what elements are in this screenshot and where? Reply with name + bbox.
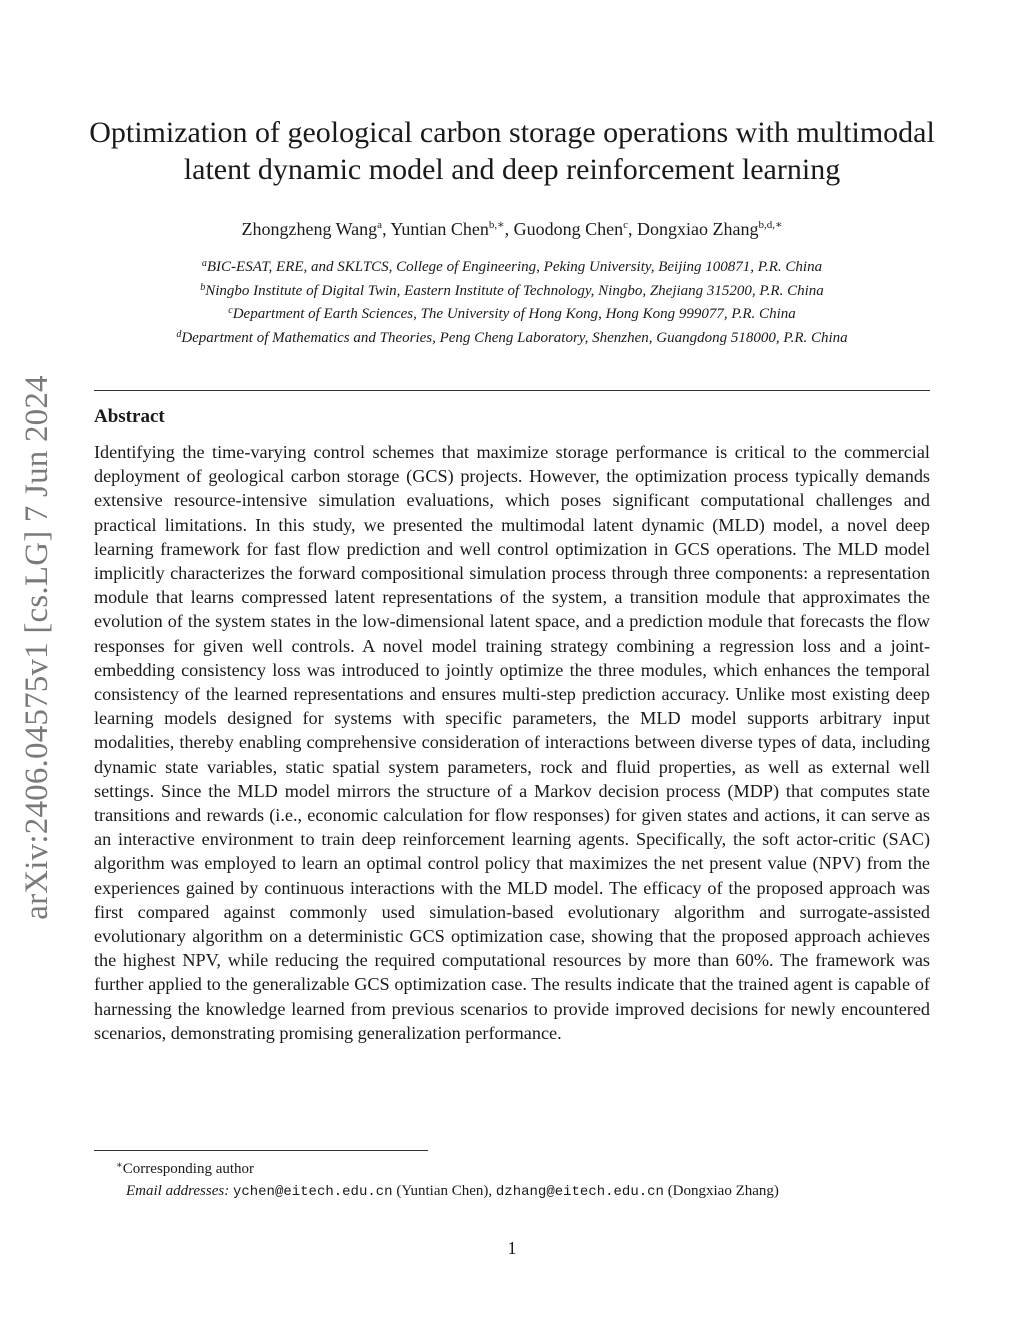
- author-list: Zhongzheng Wang$^a$, Yuntian Chen$^{b,∗}$, Guodong Chen$^c$, Dongxiao Zhang$^{b,d,∗}$: [241, 219, 783, 239]
- author: Dongxiao Zhang$^{b,d,∗}$: [637, 219, 783, 239]
- affiliation: $^d$Department of Mathematics and Theories, Peng Cheng Laboratory, Shenzhen, Guangdong 518000, P.R. China: [176, 328, 848, 346]
- corresponding-author-note: ∗Corresponding author: [116, 1160, 255, 1177]
- author: Zhongzheng Wang$^a$: [241, 219, 383, 239]
- title-line-1: Optimization of geological carbon storage operations with multimodal: [89, 116, 935, 149]
- abstract-text: Identifying the time-varying control schemes that maximize storage performance is critical to the commercial deployment of geological carbon storage (GCS) projects. However, the optimization process typically demands extensive resource-intensive simulation evaluations, which poses significant computational challenges and practical limitations. In this study, we presented the multimodal latent dynamic (MLD) model, a novel deep learning framework for fast flow prediction and well control optimization in GCS operations. The MLD model implicitly characterizes the forward compositional simulation process through three components: a representation module that learns compressed latent representations of the system, a transition module that approximates the evolution of the system states in the low-dimensional latent space, and a prediction module that forecasts the flow responses for given well controls. A novel model training strategy combining a regression loss and a joint-embedding consistency loss was introduced to jointly optimize the three modules, which enhances the temporal consistency of the learned representations and ensures multi-step prediction accuracy. Unlike most existing deep learning models designed for systems with specific parameters, the MLD model supports arbitrary input modalities, thereby enabling comprehensive consideration of interactions between diverse types of data, including dynamic state variables, static spatial system parameters, rock and fluid properties, as well as external well settings. Since the MLD model mirrors the structure of a Markov decision process (MDP) that computes state transitions and rewards (i.e., economic calculation for flow responses) for given states and actions, it can serve as an interactive environment to train deep reinforcement learning agents. Specifically, the soft actor-critic (SAC) algorithm was employed to learn an optimal control policy that maximizes the net present value (NPV) from the experiences gained by continuous interactions with the MLD model. The efficacy of the proposed approach was first compared against commonly used simulation-based evolutionary algorithm and surrogate-assisted evolutionary algorithm on a deterministic GCS optimization case, showing that the proposed approach achieves the highest NPV, while reducing the required computational resources by more than 60%. The framework was further applied to the generalizable GCS optimization case. The results indicate that the trained agent is capable of harnessing the knowledge learned from previous scenarios to provide improved decisions for newly encountered scenarios, demonstrating promising generalization performance.: [94, 442, 930, 1043]
- author: Guodong Chen$^c$: [513, 219, 629, 239]
- abstract-heading: Abstract: [94, 406, 165, 427]
- abstract-top-rule: [94, 390, 930, 391]
- arxiv-identifier: arXiv:2406.04575v1 [cs.LG] 7 Jun 2024: [18, 374, 55, 920]
- email-label: Email addresses:: [126, 1183, 230, 1199]
- email-link-ychen[interactable]: ychen@eitech.edu.cn: [232, 1184, 393, 1200]
- footnote-rule: [94, 1150, 428, 1151]
- email-addresses: Email addresses: ychen@eitech.edu.cn (Yuntian Chen), dzhang@eitech.edu.cn (Dongxiao Zhang): [126, 1183, 779, 1200]
- page-number: 1: [507, 1238, 517, 1258]
- arxiv-side-stamp: [8, 365, 66, 929]
- affiliation: $^c$Department of Earth Sciences, The University of Hong Kong, Hong Kong 999077, P.R. China: [228, 305, 796, 322]
- title-line-2: latent dynamic model and deep reinforcement learning: [183, 153, 841, 186]
- affiliation: $^a$BIC-ESAT, ERE, and SKLTCS, College of Engineering, Peking University, Beijing 100871, P.R. China: [201, 258, 823, 275]
- paper-title: [60, 114, 964, 188]
- footnote: [94, 1155, 930, 1203]
- author: Yuntian Chen$^{b,∗}$: [390, 219, 505, 239]
- affiliation: $^b$Ningbo Institute of Digital Twin, Eastern Institute of Technology, Ningbo, Zhejiang 315200, P.R. China: [200, 281, 824, 299]
- email-link-dzhang[interactable]: dzhang@eitech.edu.cn: [495, 1184, 664, 1200]
- affiliation-list: [60, 254, 964, 348]
